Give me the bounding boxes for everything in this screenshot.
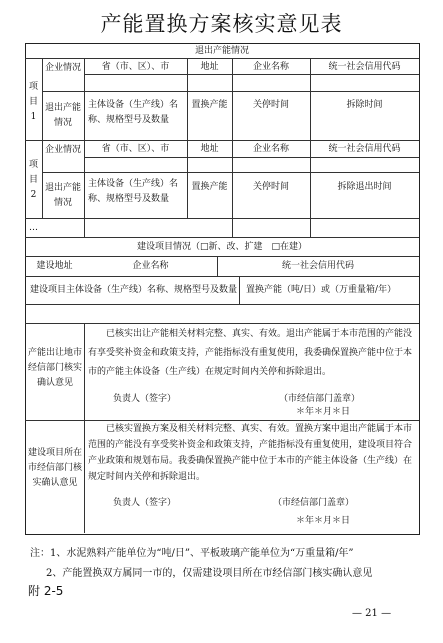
item-1-replace-capacity: 置换产能 (191, 100, 228, 110)
row-divider (25, 304, 419, 305)
row-divider (84, 157, 419, 158)
build-capacity-label: 置换产能（吨/日）或（万重量箱/年） (246, 285, 397, 295)
item-2-equipment-desc: 主体设备（生产线）名称、规格型号及数量 (88, 179, 179, 204)
item-2-exit-capacity-info: 退出产能情况 (44, 183, 81, 208)
build-equipment-label: 建设项目主体设备（生产线）名称、规格型号及数量 (30, 285, 238, 295)
opinion-2-text: 已核实置换方案及相关材料完整、真实、有效。置换方案中退出产能属于本市范围的产能没有享受奖补资金和政策支持，产能指标没有重复使用，建设项目符合产业政策和规划布局。我委确保置换产能中位于本市的产能主体设备（生产线）在规定时间内关停和拆除退出。 (88, 424, 413, 482)
item-2-char: 目 (28, 175, 38, 185)
row-divider (42, 91, 419, 92)
item-2-enterprise-info: 企业情况 (44, 145, 81, 155)
row-divider (25, 276, 419, 277)
item-1-credit-header: 统一社会信用代码 (328, 62, 401, 72)
item-2-char: 2 (30, 190, 37, 200)
opinion-1-date: ＊年＊月＊日 (296, 407, 351, 417)
col-divider (187, 58, 188, 218)
row-divider (25, 256, 419, 257)
footnote-1: 注：1、水泥熟料产能单位为“吨/日”、平板玻璃产能单位为“万重量箱/年” (30, 548, 354, 559)
item-2-region-header: 省（市、区）、市 (101, 144, 170, 154)
item-1-label (25, 80, 42, 125)
col-divider (42, 58, 43, 218)
item-2-demolish-exit-time: 拆除退出时间 (337, 182, 392, 192)
more-items-ellipsis: … (29, 223, 38, 233)
item-1-shutdown-time: 关停时间 (252, 100, 289, 110)
opinion-1-label: 产能出让地市经信部门核实确认意见 (28, 348, 83, 388)
col-divider (84, 323, 85, 533)
item-1-equipment-desc: 主体设备（生产线）名称、规格型号及数量 (88, 100, 179, 125)
item-1-char: 1 (30, 112, 37, 122)
item-1-char: 项 (28, 82, 38, 92)
item-2-char: 项 (28, 160, 38, 170)
section-exit-capacity: 退出产能情况 (194, 46, 249, 56)
opinion-1-text: 已核实出让产能相关材料完整、真实、有效。退出产能属于本市范围的产能没有享受奖补资金和政策支持，产能指标没有重复使用，我委确保置换产能中位于本市的产能主体设备（生产线）在规定时间内关停和拆除退出。 (88, 329, 413, 377)
row-divider (84, 74, 419, 75)
item-1-enterprise-info: 企业情况 (44, 63, 81, 73)
page-title: 产能置换方案核实意见表 (100, 12, 343, 36)
opinion-2-date: ＊年＊月＊日 (296, 516, 351, 526)
appendix-label: 附 2-5 (28, 584, 64, 598)
opinion-1-dept-seal: （市经信部门盖章） (279, 394, 361, 404)
item-2-shutdown-time: 关停时间 (252, 182, 289, 192)
opinion-2-dept-seal: （市经信部门盖章） (273, 498, 355, 508)
footnote-2: 2、产能置换双方属同一市的，仅需建设项目所在市经信部门核实确认意见 (46, 568, 373, 579)
col-divider (239, 276, 240, 304)
item-1-char: 目 (28, 97, 38, 107)
item-1-company-header: 企业名称 (252, 62, 289, 72)
item-1-demolish-time: 拆除时间 (346, 100, 383, 110)
item-1-exit-capacity-info: 退出产能情况 (44, 103, 81, 128)
section-construction-project: 建设项目情况（□新、改、扩建 □在建） (136, 242, 307, 252)
build-company-label: 企业名称 (132, 261, 169, 271)
build-credit-label: 统一社会信用代码 (281, 261, 354, 271)
page-number: — 21 — (352, 608, 392, 619)
build-address-label: 建设地址 (36, 261, 73, 271)
item-2-address-header: 地址 (200, 144, 219, 154)
item-2-replace-capacity: 置换产能 (191, 182, 228, 192)
item-2-company-header: 企业名称 (252, 144, 289, 154)
row-divider (42, 172, 419, 173)
item-1-region-header: 省（市、区）、市 (101, 62, 170, 72)
item-2-label (25, 158, 42, 203)
opinion-1-responsible: 负责人（签字） (113, 394, 177, 404)
opinion-2-label: 建设项目所在市经信部门核实确认意见 (28, 448, 83, 488)
item-2-credit-header: 统一社会信用代码 (328, 144, 401, 154)
opinion-2-responsible: 负责人（签字） (113, 498, 177, 508)
item-1-address-header: 地址 (200, 62, 219, 72)
